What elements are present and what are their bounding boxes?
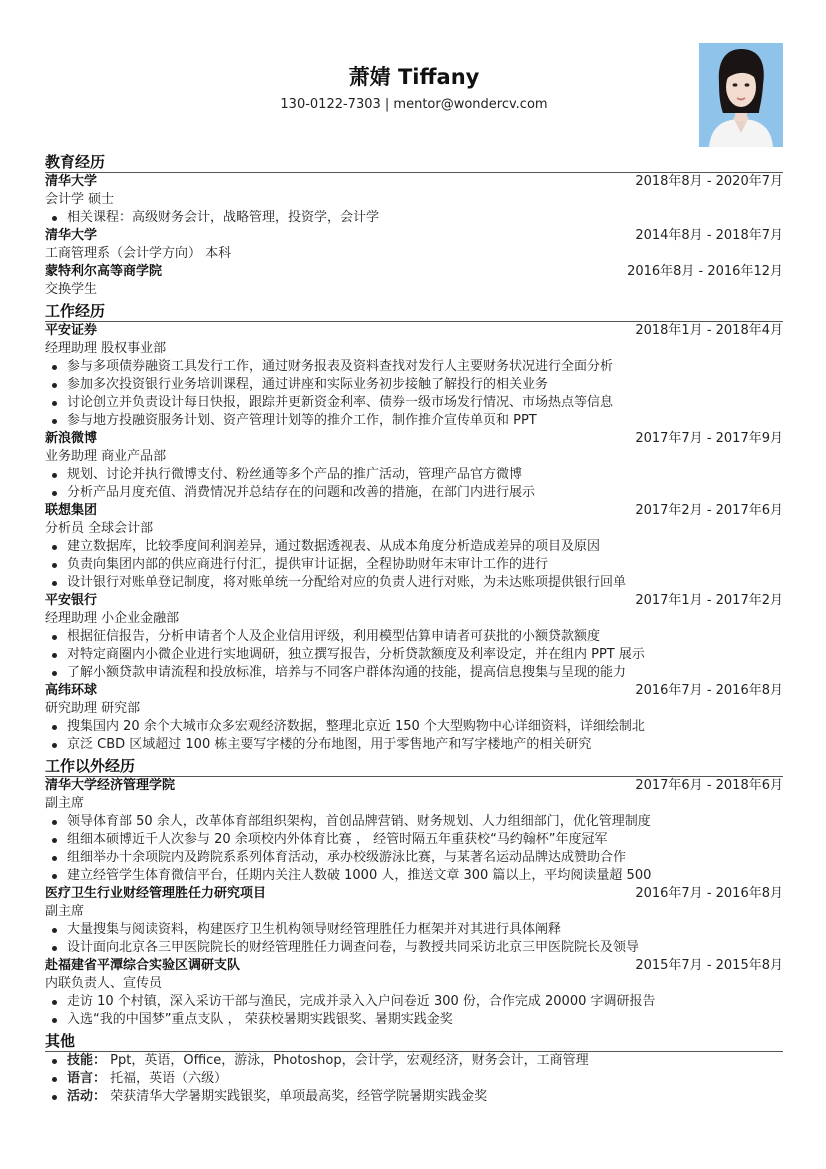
bullet-item: 相关课程：高级财务会计，战略管理，投资学，会计学 (45, 209, 783, 227)
entry-header (45, 263, 783, 281)
bullet-list (45, 1052, 783, 1106)
bullet-item: 讨论创立并负责设计每日快报，跟踪并更新资金利率、债券一级市场发行情况、市场热点等信息 (45, 394, 783, 412)
work-section (45, 301, 783, 754)
bullet-item: 大量搜集与阅读资料，构建医疗卫生机构领导财经管理胜任力框架并对其进行具体阐释 (45, 921, 783, 939)
item-key: 语言： (67, 1071, 107, 1086)
extra-section (45, 756, 783, 1029)
bullet-list (45, 921, 783, 957)
entry-header (45, 682, 783, 700)
bullet-item: 组细本硕博近千人次参与 20 余项校内外体育比赛 ， 经管时隔五年重获校“马约翰杯”年度冠军 (45, 831, 783, 849)
date-range: 2014年8月 - 2018年7月 (635, 228, 783, 243)
portrait-image (699, 43, 783, 147)
organization-name: 医疗卫生行业财经管理胜任力研究项目 (45, 886, 267, 901)
bullet-item: 领导体育部 50 余人，改革体育部组织架构，首创品牌营销、财务规划、人力组细部门，优化管理制度 (45, 813, 783, 831)
bullet-list (45, 718, 783, 754)
bullet-item: 根据征信报告，分析申请者个人及企业信用评级，利用模型估算申请者可获批的小额贷款额度 (45, 628, 783, 646)
section-title-work: 工作经历 (45, 301, 783, 322)
bullet-item: 参与地方投融资服务计划、资产管理计划等的推介工作，制作推介宣传单页和 PPT (45, 412, 783, 430)
bullet-item: 规划、讨论并执行微博支付、粉丝通等多个产品的推广活动，管理产品官方微博 (45, 466, 783, 484)
bullet-item: 对特定商圈内小微企业进行实地调研，独立撰写报告，分析贷款额度及利率设定，并在组内 PPT 展示 (45, 646, 783, 664)
work-entry (45, 430, 783, 502)
bullet-item: 设计银行对账单登记制度，将对账单统一分配给对应的负责人进行对账，为未达账项提供银行回单 (45, 574, 783, 592)
contact-info: 130-0122-7303 | mentor@wondercv.com (280, 97, 548, 112)
bullet-item: 入选“我的中国梦”重点支队 ， 荣获校暑期实践银奖、暑期实践金奖 (45, 1011, 783, 1029)
bullet-item: 建立经管学生体育微信平台，任期内关注人数破 1000 人，推送文章 300 篇以上，平均阅读量超 500 (45, 867, 783, 885)
item-value: Ppt，英语，Office，游泳，Photoshop，会计学，宏观经济，财务会计，工商管理 (106, 1053, 589, 1068)
bullet-list (45, 628, 783, 682)
date-range: 2017年7月 - 2017年9月 (635, 431, 783, 446)
bullet-item: 组细举办十余项院内及跨院系系列体育活动，承办校级游泳比赛，与某著名运动品牌达成赞助合作 (45, 849, 783, 867)
date-range: 2018年8月 - 2020年7月 (635, 174, 783, 189)
entry-header (45, 322, 783, 340)
date-range: 2016年8月 - 2016年12月 (627, 264, 783, 279)
bullet-list (45, 813, 783, 885)
entry-header (45, 173, 783, 191)
entry-header (45, 777, 783, 795)
section-title-other: 其他 (45, 1031, 783, 1052)
bullet-item: 建立数据库，比较季度间利润差异，通过数据透视表、从成本角度分析造成差异的项目及原因 (45, 538, 783, 556)
entry-header (45, 885, 783, 903)
degree: 会计学 硕士 (45, 192, 115, 207)
bullet-item: 参与多项债券融资工具发行工作，通过财务报表及资料查找对发行人主要财务状况进行全面分析 (45, 358, 783, 376)
item-key: 活动： (67, 1089, 107, 1104)
institution-name: 清华大学 (45, 228, 98, 243)
languages-item (45, 1070, 783, 1088)
date-range: 2018年1月 - 2018年4月 (635, 323, 783, 338)
resume-header (45, 0, 783, 150)
date-range: 2016年7月 - 2016年8月 (635, 886, 783, 901)
work-entry (45, 502, 783, 592)
job-role: 研究助理 研究部 (45, 701, 141, 716)
bullet-item: 京泛 CBD 区域超过 100 栋主要写字楼的分布地图，用于零售地产和写字楼地产的相关研究 (45, 736, 783, 754)
company-name: 新浪微博 (45, 431, 98, 446)
organization-name: 赴福建省平潭综合实验区调研支队 (45, 958, 241, 973)
activities-item (45, 1088, 783, 1106)
company-name: 高纬环球 (45, 683, 98, 698)
bullet-list (45, 209, 783, 227)
company-name: 平安银行 (45, 593, 98, 608)
bullet-item: 负责向集团内部的供应商进行付汇，提供审计证据，全程协助财年末审计工作的进行 (45, 556, 783, 574)
date-range: 2017年2月 - 2017年6月 (635, 503, 783, 518)
bullet-list (45, 466, 783, 502)
extra-entry (45, 885, 783, 957)
item-value: 托福，英语（六级） (106, 1071, 228, 1086)
candidate-name: 萧婧 Tiffany (348, 65, 480, 89)
education-entry (45, 173, 783, 227)
institution-name: 清华大学 (45, 174, 98, 189)
bullet-item: 了解小额贷款申请流程和投放标准，培养与不同客户群体沟通的技能，提高信息搜集与呈现的能力 (45, 664, 783, 682)
entry-header (45, 957, 783, 975)
job-role: 业务助理 商业产品部 (45, 449, 167, 464)
date-range: 2017年1月 - 2017年2月 (635, 593, 783, 608)
entry-header (45, 430, 783, 448)
profile-photo (699, 43, 783, 147)
section-title-education: 教育经历 (45, 152, 783, 173)
bullet-list (45, 993, 783, 1029)
date-range: 2016年7月 - 2016年8月 (635, 683, 783, 698)
bullet-list (45, 358, 783, 430)
bullet-item: 搜集国内 20 余个大城市众多宏观经济数据，整理北京近 150 个大型购物中心详细资料，详细绘制北 (45, 718, 783, 736)
job-role: 分析员 全球会计部 (45, 521, 154, 536)
bullet-item: 参加多次投资银行业务培训课程，通过讲座和实际业务初步接触了解投行的相关业务 (45, 376, 783, 394)
institution-name: 蒙特利尔高等商学院 (45, 264, 163, 279)
date-range: 2017年6月 - 2018年6月 (635, 778, 783, 793)
work-entry (45, 322, 783, 430)
extra-entry (45, 957, 783, 1029)
degree: 交换学生 (45, 282, 98, 297)
education-entry (45, 227, 783, 263)
education-section (45, 152, 783, 299)
position: 内联负责人、宣传员 (45, 976, 163, 991)
organization-name: 清华大学经济管理学院 (45, 778, 176, 793)
item-key: 技能： (67, 1053, 107, 1068)
work-entry (45, 592, 783, 682)
entry-header (45, 502, 783, 520)
job-role: 经理助理 股权事业部 (45, 341, 167, 356)
bullet-item: 分析产品月度充值、消费情况并总结存在的问题和改善的措施，在部门内进行展示 (45, 484, 783, 502)
position: 副主席 (45, 904, 85, 919)
company-name: 平安证券 (45, 323, 98, 338)
bullet-item: 设计面向北京各三甲医院院长的财经管理胜任力调查问卷，与教授共同采访北京三甲医院院长及领导 (45, 939, 783, 957)
other-section (45, 1031, 783, 1106)
item-value: 荣获清华大学暑期实践银奖，单项最高奖，经管学院暑期实践金奖 (106, 1089, 488, 1104)
section-title-extra: 工作以外经历 (45, 756, 783, 777)
entry-header (45, 592, 783, 610)
company-name: 联想集团 (45, 503, 98, 518)
bullet-item: 走访 10 个村镇，深入采访干部与渔民，完成并录入入户问卷近 300 份，合作完成 20000 字调研报告 (45, 993, 783, 1011)
resume-page (45, 0, 783, 1106)
extra-entry (45, 777, 783, 885)
skills-item (45, 1052, 783, 1070)
job-role: 经理助理 小企业金融部 (45, 611, 180, 626)
degree: 工商管理系（会计学方向） 本科 (45, 246, 232, 261)
entry-header (45, 227, 783, 245)
work-entry (45, 682, 783, 754)
date-range: 2015年7月 - 2015年8月 (635, 958, 783, 973)
education-entry (45, 263, 783, 299)
position: 副主席 (45, 796, 85, 811)
bullet-list (45, 538, 783, 592)
